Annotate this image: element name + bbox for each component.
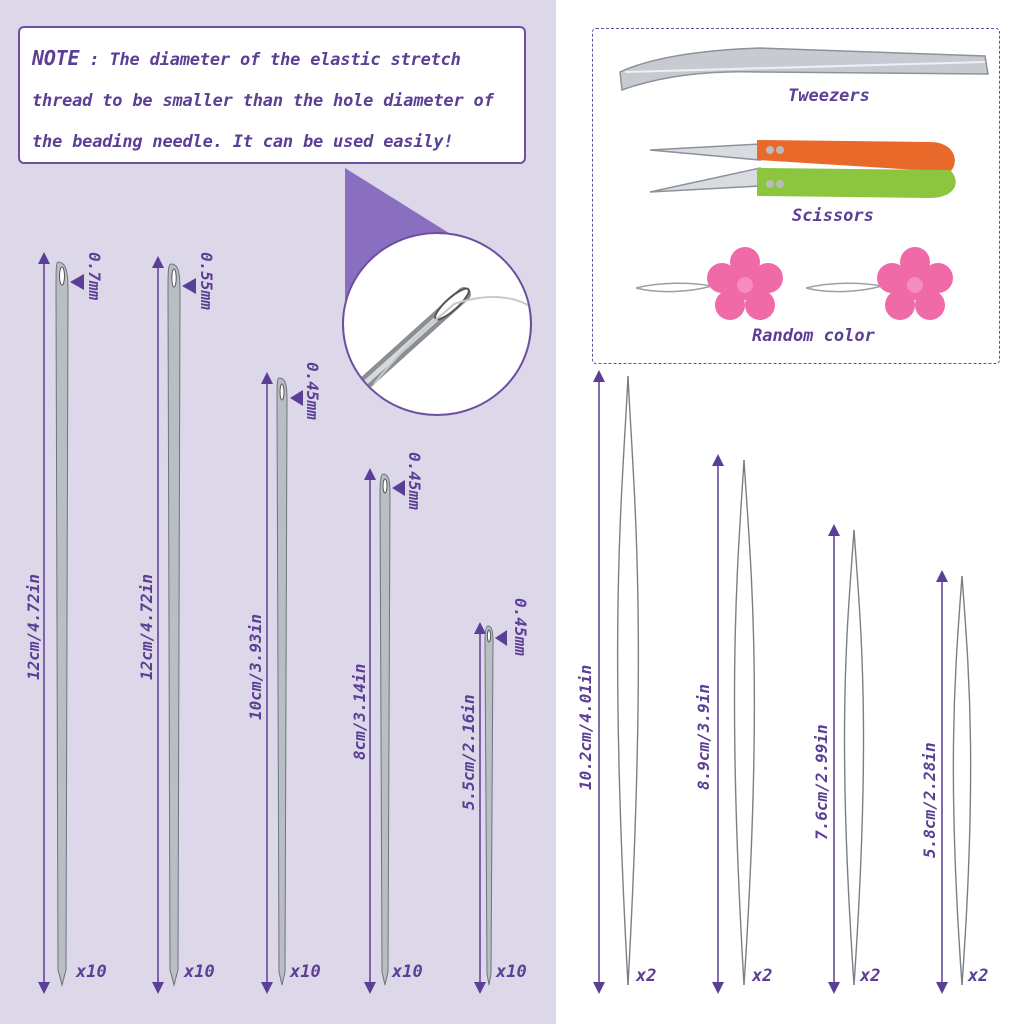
note-heading: NOTE	[32, 46, 80, 70]
big-needle-1-length: 10.2cm/4.01in	[576, 664, 595, 790]
needle-1-eye-size: 0.7mm	[85, 252, 104, 301]
needle-2-eye-size: 0.55mm	[197, 252, 216, 310]
note-body: : The diameter of the elastic stretch thread to be smaller than the hole diameter of the beading needle. It can be used easily!	[32, 50, 494, 152]
big-needle-1-qty: x2	[636, 966, 657, 986]
needle-2-length: 12cm/4.72in	[137, 574, 156, 680]
needle-2-qty: x10	[184, 962, 215, 982]
needle-5-qty: x10	[496, 962, 527, 982]
needle-5-length: 5.5cm/2.16in	[459, 694, 478, 810]
needle-4-length: 8cm/3.14in	[350, 663, 369, 760]
big-needle-3-length: 7.6cm/2.99in	[812, 724, 831, 840]
big-needle-4-length: 5.8cm/2.28in	[920, 742, 939, 858]
needle-1-length: 12cm/4.72in	[24, 574, 43, 680]
big-needle-2-length: 8.9cm/3.9in	[694, 684, 713, 790]
needle-4-eye-size: 0.45mm	[405, 452, 424, 510]
scissors-label: Scissors	[792, 206, 874, 226]
big-needle-4	[953, 576, 970, 985]
needle-3-eye-size: 0.45mm	[303, 362, 322, 420]
big-needle-3	[844, 530, 863, 985]
big-needle-3-qty: x2	[860, 966, 881, 986]
needle-1-qty: x10	[76, 962, 107, 982]
needle-3-qty: x10	[290, 962, 321, 982]
tweezers-label: Tweezers	[788, 86, 870, 106]
needle-4-qty: x10	[392, 962, 423, 982]
big-needle-2	[734, 460, 754, 985]
big-needle-2-qty: x2	[752, 966, 773, 986]
needle-5-eye-size: 0.45mm	[511, 598, 530, 656]
needle-3-length: 10cm/3.93in	[246, 614, 265, 720]
big-needle-1	[618, 376, 639, 985]
big-needle-4-qty: x2	[968, 966, 989, 986]
threader-label: Random color	[752, 326, 875, 346]
